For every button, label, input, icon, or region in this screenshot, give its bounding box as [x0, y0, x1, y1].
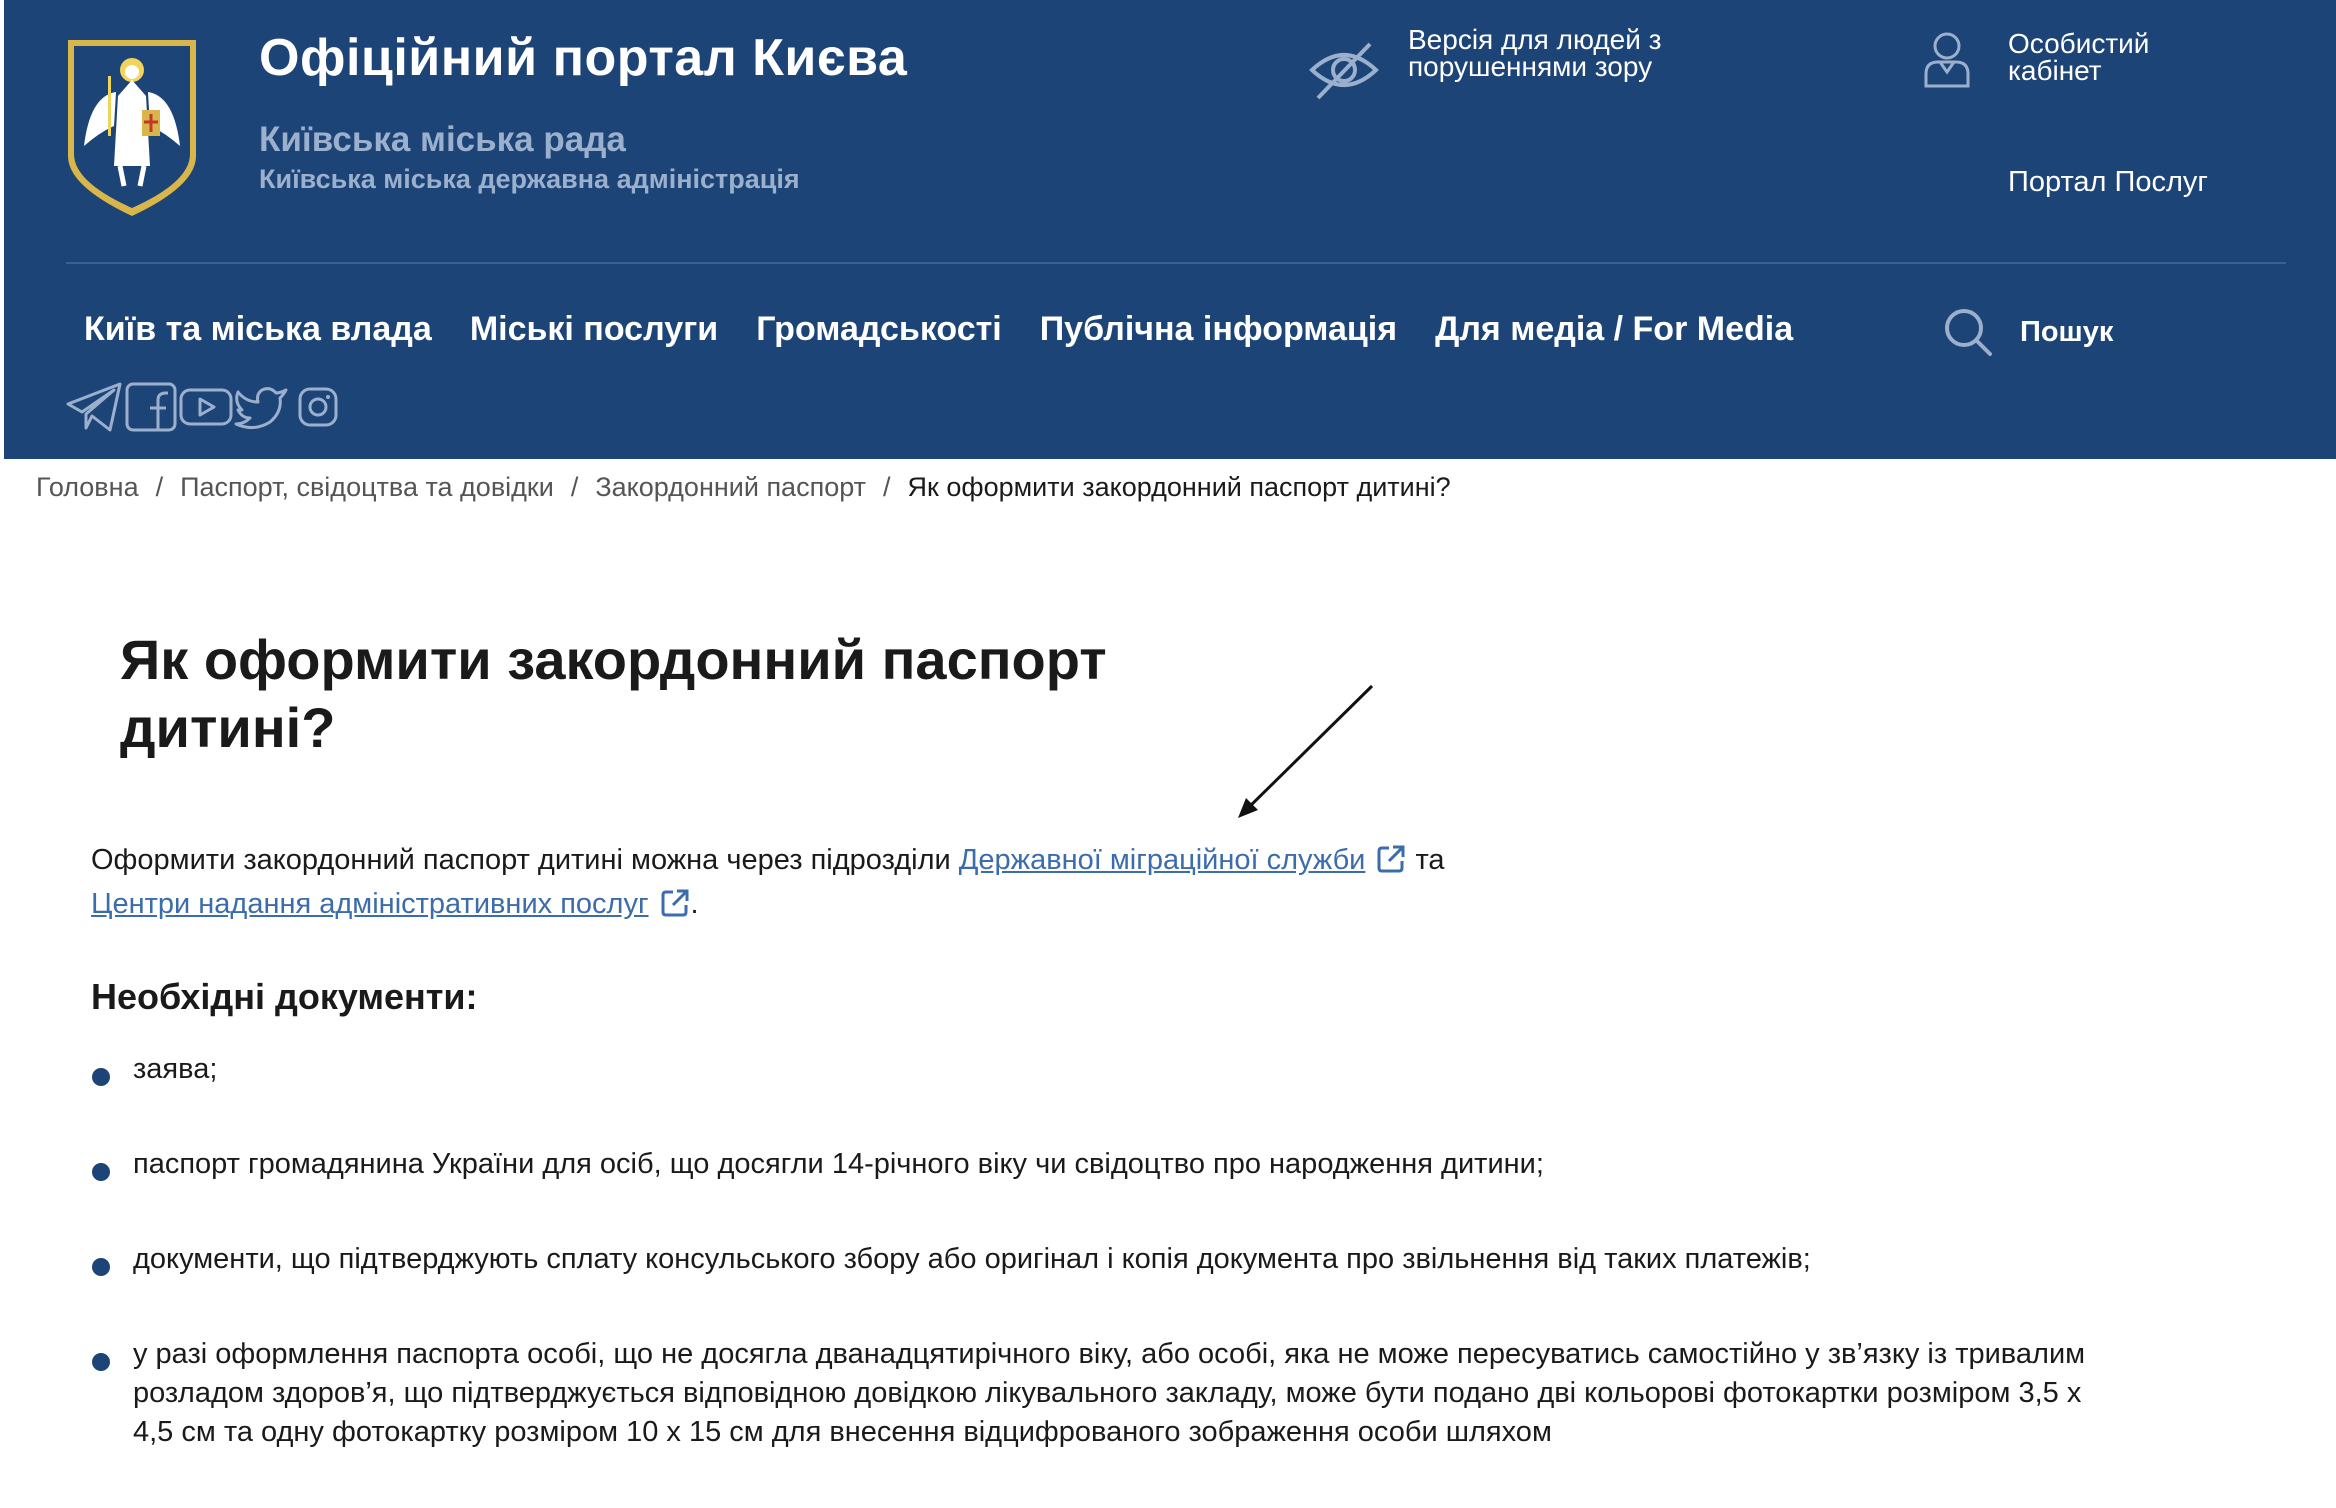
breadcrumb-separator: / [155, 472, 164, 502]
personal-cabinet-label: Особистий кабінет [2008, 28, 2150, 86]
nav-item-public-information[interactable]: Публічна інформація [1039, 310, 1398, 348]
facebook-link[interactable] [124, 382, 178, 432]
search-label: Пошук [2020, 315, 2114, 348]
accessibility-version-link[interactable] [1308, 20, 1728, 120]
bullet-icon [92, 1163, 110, 1181]
admin-services-centers-link-label: Центри надання адміністративних послуг [91, 888, 649, 920]
external-link-icon[interactable] [1375, 843, 1407, 875]
youtube-icon [178, 382, 234, 432]
site-header [4, 0, 2336, 459]
breadcrumb [36, 472, 1451, 503]
breadcrumb-home[interactable]: Головна [36, 472, 139, 502]
list-item [91, 1050, 2091, 1089]
instagram-icon [290, 382, 346, 432]
required-documents-list [91, 1050, 2091, 1508]
user-icon [1922, 30, 1972, 88]
external-link-icon[interactable] [659, 887, 691, 919]
search-icon [1942, 306, 1994, 358]
twitter-link[interactable] [234, 382, 290, 432]
intro-text: Оформити закордонний паспорт дитині можна через підрозділи [91, 844, 959, 876]
eye-crossed-icon [1308, 34, 1380, 106]
admin-services-centers-link[interactable] [91, 888, 649, 920]
page-title: Як оформити закордонний паспорт дитині? [120, 628, 1107, 759]
site-subtitle-council: Київська міська рада [259, 120, 626, 159]
youtube-link[interactable] [178, 382, 234, 432]
accessibility-version-label: Версія для людей з порушеннями зору [1408, 24, 1662, 82]
site-title[interactable]: Офіційний портал Києва [259, 29, 908, 87]
twitter-icon [234, 382, 290, 432]
services-portal-link[interactable]: Портал Послуг [2008, 166, 2208, 198]
list-item [91, 1335, 2091, 1452]
header-divider [66, 262, 2286, 264]
site-subtitle-administration: Київська міська державна адміністрація [259, 164, 800, 194]
nav-item-kyiv-city-government[interactable]: Київ та міська влада [84, 310, 432, 348]
kyiv-coat-of-arms-logo[interactable] [64, 36, 200, 220]
personal-cabinet-link[interactable] [1922, 26, 2242, 96]
nav-item-public[interactable]: Громадськості [756, 310, 1002, 348]
intro-text-and: та [1407, 844, 1445, 876]
bullet-icon [92, 1068, 110, 1086]
telegram-link[interactable] [66, 382, 124, 432]
intro-text-period: . [690, 888, 699, 920]
required-documents-heading: Необхідні документи: [91, 976, 478, 1017]
telegram-icon [66, 382, 124, 432]
search-button[interactable] [1942, 304, 2113, 360]
breadcrumb-current-page: Як оформити закордонний паспорт дитині? [907, 472, 1451, 502]
nav-item-city-services[interactable]: Міські послуги [469, 310, 719, 348]
list-item-text: у разі оформлення паспорта особі, що не досягла дванадцятирічного віку, або особі, яка не може пересуватись самостійно у зв’язку із тривалим розладом здоров’я, що підтверджується відповідною довідкою лікувального закладу, може бути подано дві кольорові фотокартки розміром 3,5 х 4,5 см та одну фотокартку розміром 10 х 15 см для внесення відцифрованого зображення особи шляхом [133, 1338, 2086, 1448]
nav-item-for-media[interactable]: Для медіа / For Media [1435, 310, 1794, 348]
migration-service-link-label: Державної міграційної служби [958, 844, 1366, 876]
social-links [66, 382, 346, 432]
main-navigation [84, 310, 1831, 349]
list-item-text: документи, що підтверджують сплату консульського збору або оригінал і копія документа про звільнення від таких платежів; [133, 1243, 1811, 1275]
migration-service-link[interactable] [959, 844, 1366, 876]
breadcrumb-separator: / [883, 472, 891, 502]
instagram-link[interactable] [290, 382, 346, 432]
list-item-text: паспорт громадянина України для осіб, що досягли 14-річного віку чи свідоцтво про народження дитини; [133, 1148, 1544, 1180]
list-item [91, 1240, 2091, 1279]
breadcrumb-separator: / [570, 472, 579, 502]
bullet-icon [92, 1353, 110, 1371]
list-item-text: заява; [133, 1053, 218, 1085]
breadcrumb-foreign-passport[interactable]: Закордонний паспорт [595, 472, 867, 502]
list-item [91, 1145, 2091, 1184]
article-intro [91, 838, 1651, 926]
bullet-icon [92, 1258, 110, 1276]
breadcrumb-passports-certificates[interactable]: Паспорт, свідоцтва та довідки [180, 472, 554, 502]
facebook-icon [124, 382, 178, 432]
